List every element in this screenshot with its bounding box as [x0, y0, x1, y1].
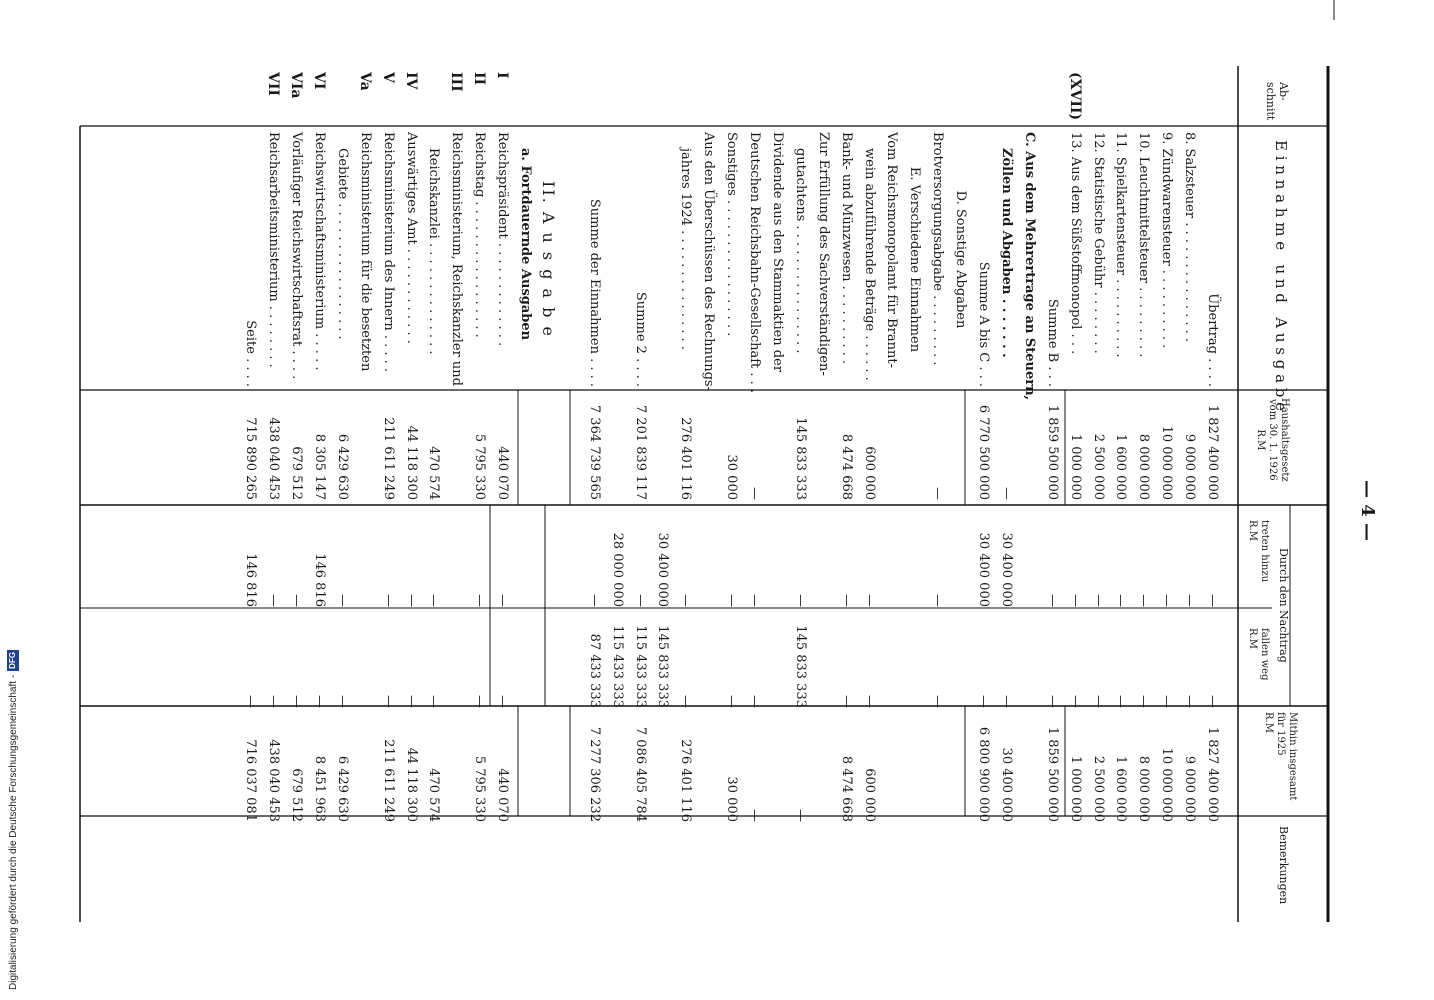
row-treten-hinzu-value: —: [1136, 594, 1151, 607]
row-label: E. Verschiedene Einnahmen: [907, 166, 922, 353]
row-haushalt-value: 1 827 400 000: [1205, 404, 1220, 500]
row-mithin-value: 440 070: [495, 768, 510, 822]
row-label: Übertrag . . . .: [1205, 293, 1220, 387]
row-mithin-value: 1 827 400 000: [1205, 726, 1220, 822]
row-mithin-value: —: [747, 809, 762, 822]
row-label: Auswärtiges Amt . . . . . . . . . . . .: [404, 132, 419, 344]
row-mithin-value: 30 400 000: [999, 747, 1014, 822]
row-fallen-weg-value: —: [472, 695, 487, 708]
row-fallen-weg-value: —: [335, 695, 350, 708]
header-einnahme-und-ausgabe: E i n n a h m e u n d A u s g a b e: [1272, 140, 1290, 412]
row-section-number: I: [494, 72, 510, 79]
row-haushalt-value: 1 600 000: [1113, 433, 1128, 500]
row-label: Sonstiges . . . . . . . . . . . . . . . . .: [724, 132, 739, 337]
row-fallen-weg-value: —: [1205, 695, 1220, 708]
row-label: Brotversorgungsabgabe . . . . . . . . .: [930, 132, 945, 366]
row-mithin-value: 8 000 000: [1136, 755, 1151, 822]
row-label: jahres 1924 . . . . . . . . . . . . . . .: [678, 148, 693, 350]
row-haushalt-value: 6 429 630: [335, 433, 350, 500]
row-fallen-weg-value: —: [266, 695, 281, 708]
row-treten-hinzu-value: 30 400 000: [999, 532, 1014, 607]
row-mithin-value: 10 000 000: [1159, 747, 1174, 822]
row-treten-hinzu-value: —: [862, 594, 877, 607]
row-treten-hinzu-value: —: [1045, 594, 1060, 607]
row-label: Aus den Überschüssen des Rechnungs-: [701, 132, 716, 391]
row-fallen-weg-value: —: [1182, 695, 1197, 708]
row-haushalt-value: —: [930, 487, 945, 500]
row-label: 11. Spielkartensteuer . . . . . . . . . .: [1113, 132, 1128, 358]
row-mithin-value: 8 474 668: [839, 755, 854, 822]
row-mithin-value: 679 512: [289, 768, 304, 822]
row-section-number: VIa: [288, 72, 304, 99]
row-treten-hinzu-value: —: [793, 594, 808, 607]
row-label: 10. Leuchtmittelsteuer . . . . . . . . .: [1136, 132, 1151, 358]
row-section-number: III: [448, 72, 464, 92]
row-haushalt-value: 438 040 453: [266, 417, 281, 500]
row-label: 13. Aus dem Süßstoffmonopol . . .: [1068, 132, 1083, 355]
row-treten-hinzu-value: —: [335, 594, 350, 607]
row-mithin-value: 44 118 300: [404, 747, 419, 822]
row-section-number: VII: [265, 72, 281, 96]
row-label: Summe A bis C . . .: [976, 261, 991, 387]
row-label: Reichstag . . . . . . . . . . . . . . . . .: [472, 132, 487, 338]
dfg-logo-icon: DFG: [8, 651, 17, 669]
header-abschnitt: Ab- schnitt: [1264, 82, 1290, 121]
row-treten-hinzu-value: —: [724, 594, 739, 607]
row-label: gutachtens . . . . . . . . . . . . . . . .: [793, 148, 808, 354]
row-label: Zur Erfüllung des Sachverständigen-: [816, 132, 831, 376]
row-haushalt-value: 1 859 500 000: [1045, 404, 1060, 500]
row-label: D. Sonstige Abgaben: [953, 190, 968, 329]
row-fallen-weg-value: —: [1091, 695, 1106, 708]
row-haushalt-value: 9 000 000: [1182, 433, 1197, 500]
header-treten-hinzu: treten hinzu R.M: [1247, 520, 1270, 583]
row-mithin-value: 6 800 900 000: [976, 726, 991, 822]
row-fallen-weg-value: —: [1136, 695, 1151, 708]
row-label: Reichskanzlei . . . . . . . . . . . . . .: [426, 148, 441, 355]
row-haushalt-value: 10 000 000: [1159, 425, 1174, 500]
row-mithin-value: 8 451 963: [312, 755, 327, 822]
row-mithin-value: 2 500 000: [1091, 755, 1106, 822]
row-mithin-value: 9 000 000: [1182, 755, 1197, 822]
header-fallen-weg: fallen weg R.M: [1247, 628, 1270, 681]
row-haushalt-value: 276 401 116: [678, 417, 693, 500]
row-fallen-weg-value: 115 433 333: [610, 625, 625, 708]
row-treten-hinzu-value: —: [266, 594, 281, 607]
row-haushalt-value: 7 201 839 117: [633, 404, 648, 500]
row-fallen-weg-value: —: [1113, 695, 1128, 708]
row-fallen-weg-value: —: [495, 695, 510, 708]
row-haushalt-value: 44 118 300: [404, 425, 419, 500]
row-mithin-value: 716 037 081: [243, 739, 258, 822]
row-label: Reichsministerium des Innern . . . . .: [381, 132, 396, 373]
row-mithin-value: 470 574: [426, 768, 441, 822]
row-haushalt-value: 6 770 500 000: [976, 404, 991, 500]
row-fallen-weg-value: 145 833 333: [793, 625, 808, 708]
row-treten-hinzu-value: —: [1205, 594, 1220, 607]
row-haushalt-value: 5 795 330: [472, 433, 487, 500]
row-fallen-weg-value: —: [678, 695, 693, 708]
row-mithin-value: 276 401 116: [678, 739, 693, 822]
row-treten-hinzu-value: —: [747, 594, 762, 607]
row-label: Bank- und Münzwesen . . . . . . . . . .: [839, 132, 854, 365]
row-treten-hinzu-value: —: [1182, 594, 1197, 607]
row-haushalt-value: 679 512: [289, 446, 304, 500]
row-label: Summe B . . .: [1045, 298, 1060, 387]
row-treten-hinzu-value: —: [633, 594, 648, 607]
row-label: Deutschen Reichsbahn-Gesellschaft . . .: [747, 132, 762, 394]
row-treten-hinzu-value: 146 816: [312, 553, 327, 607]
row-mithin-value: 600 000: [862, 768, 877, 822]
row-label: Seite . . . .: [243, 320, 258, 387]
row-treten-hinzu-value: —: [1068, 594, 1083, 607]
row-fallen-weg-value: —: [289, 695, 304, 708]
row-fallen-weg-value: 115 433 333: [633, 625, 648, 708]
row-treten-hinzu-value: —: [472, 594, 487, 607]
row-label: Vorläufiger Reichswirtschaftsrat . . . .: [289, 132, 304, 380]
row-label: II. A u s g a b e: [539, 181, 558, 338]
row-mithin-value: 6 429 630: [335, 755, 350, 822]
header-durch-den-nachtrag: Durch den Nachtrag: [1277, 548, 1290, 663]
row-treten-hinzu-value: 28 000 000: [610, 532, 625, 607]
row-treten-hinzu-value: 146 816: [243, 553, 258, 607]
row-mithin-value: 1 000 000: [1068, 755, 1083, 822]
row-haushalt-value: 1 000 000: [1068, 433, 1083, 500]
row-section-number: IV: [403, 72, 419, 90]
row-haushalt-value: 470 574: [426, 446, 441, 500]
footer-credit: [6, 0, 20, 990]
row-label: 8. Salzsteuer . . . . . . . . . . . . . . .: [1182, 132, 1197, 343]
row-section-number: Va: [357, 72, 373, 91]
row-mithin-value: 1 859 500 000: [1045, 726, 1060, 822]
row-haushalt-value: 145 833 333: [793, 417, 808, 500]
row-label: Reichsministerium, Reichskanzler und: [449, 132, 464, 386]
row-mithin-value: 7 277 306 232: [587, 726, 602, 822]
row-haushalt-value: 8 474 668: [839, 433, 854, 500]
header-haushaltsgesetz: Haushaltsgesetz vom 30. 1. 1926 R.M: [1255, 398, 1290, 482]
row-section-number: II: [471, 72, 487, 86]
row-fallen-weg-value: —: [724, 695, 739, 708]
row-fallen-weg-value: —: [243, 695, 258, 708]
row-treten-hinzu-value: —: [381, 594, 396, 607]
row-label: Zöllen und Abgaben . . . . . . .: [999, 148, 1014, 358]
row-fallen-weg-value: —: [839, 695, 854, 708]
row-mithin-value: —: [793, 809, 808, 822]
header-mithin-insgesamt: Mithin insgesamt für 1925 R.M: [1263, 712, 1298, 801]
row-fallen-weg-value: 87 433 333: [587, 633, 602, 708]
row-haushalt-value: 600 000: [862, 446, 877, 500]
row-label: C. Aus dem Mehrertrage an Steuern,: [1022, 132, 1037, 401]
row-treten-hinzu-value: —: [1091, 594, 1106, 607]
row-fallen-weg-value: —: [999, 695, 1014, 708]
row-fallen-weg-value: —: [930, 695, 945, 708]
row-label: a. Fortdauernde Ausgaben: [518, 148, 533, 341]
row-haushalt-value: 211 611 249: [381, 417, 396, 500]
row-label: Reichswirtschaftsministerium . . . . .: [312, 132, 327, 371]
row-label: wein abzuführende Beträge . . . . . .: [862, 148, 877, 381]
row-mithin-value: 1 600 000: [1113, 755, 1128, 822]
row-haushalt-value: 715 890 265: [243, 417, 258, 500]
row-treten-hinzu-value: —: [678, 594, 693, 607]
row-mithin-value: 5 795 330: [472, 755, 487, 822]
row-treten-hinzu-value: —: [1159, 594, 1174, 607]
row-fallen-weg-value: —: [381, 695, 396, 708]
row-mithin-value: 211 611 249: [381, 739, 396, 822]
row-haushalt-value: 30 000: [724, 454, 739, 500]
row-treten-hinzu-value: —: [495, 594, 510, 607]
row-haushalt-value: 2 500 000: [1091, 433, 1106, 500]
footer-text: Digitalisierung gefördert durch die Deutsche Forschungsgemeinschaft -: [7, 674, 19, 990]
row-label: Summe 2 . . . .: [633, 291, 648, 387]
row-haushalt-value: —: [747, 487, 762, 500]
row-treten-hinzu-value: —: [289, 594, 304, 607]
row-fallen-weg-value: 145 833 333: [655, 625, 670, 708]
row-label: Reichsministerium für die besetzten: [358, 132, 373, 372]
page-number: — 4 —: [1357, 480, 1378, 542]
row-haushalt-value: —: [999, 487, 1014, 500]
row-label: 9. Zündwarensteuer . . . . . . . . . .: [1159, 132, 1174, 349]
row-label: Reichspräsident . . . . . . . . . . . . .: [495, 132, 510, 347]
row-label: Reichsarbeitsministerium . . . . . . . .: [266, 132, 281, 368]
row-section-number: V: [380, 72, 396, 83]
header-bemerkungen: Bemerkungen: [1277, 826, 1290, 905]
row-fallen-weg-value: —: [426, 695, 441, 708]
row-treten-hinzu-value: 30 400 000: [976, 532, 991, 607]
row-treten-hinzu-value: —: [404, 594, 419, 607]
row-section-number: (XVII): [1067, 72, 1083, 121]
row-fallen-weg-value: —: [312, 695, 327, 708]
row-treten-hinzu-value: —: [426, 594, 441, 607]
row-fallen-weg-value: —: [1045, 695, 1060, 708]
row-haushalt-value: 8 305 147: [312, 433, 327, 500]
row-fallen-weg-value: —: [1159, 695, 1174, 708]
row-fallen-weg-value: —: [747, 695, 762, 708]
row-treten-hinzu-value: —: [930, 594, 945, 607]
row-treten-hinzu-value: —: [587, 594, 602, 607]
row-mithin-value: 438 040 453: [266, 739, 281, 822]
row-haushalt-value: 7 364 739 565: [587, 404, 602, 500]
row-label: Summe der Einnahmen . . . .: [587, 198, 602, 387]
row-treten-hinzu-value: —: [839, 594, 854, 607]
row-fallen-weg-value: —: [404, 695, 419, 708]
row-fallen-weg-value: —: [976, 695, 991, 708]
row-mithin-value: 30 000: [724, 776, 739, 822]
row-treten-hinzu-value: 30 400 000: [655, 532, 670, 607]
row-treten-hinzu-value: —: [1113, 594, 1128, 607]
row-haushalt-value: 8 000 000: [1136, 433, 1151, 500]
row-fallen-weg-value: —: [1068, 695, 1083, 708]
row-mithin-value: 7 086 405 784: [633, 726, 648, 822]
row-section-number: VI: [311, 72, 327, 90]
row-haushalt-value: 440 070: [495, 446, 510, 500]
row-label: 12. Statistische Gebühr . . . . . . . .: [1091, 132, 1106, 354]
row-fallen-weg-value: —: [862, 695, 877, 708]
row-label: Vom Reichsmonopolamt für Brannt-: [884, 132, 899, 368]
row-label: Gebiete . . . . . . . . . . . . . . . . .: [335, 148, 350, 340]
row-label: Dividende aus den Stammaktien der: [770, 132, 785, 373]
